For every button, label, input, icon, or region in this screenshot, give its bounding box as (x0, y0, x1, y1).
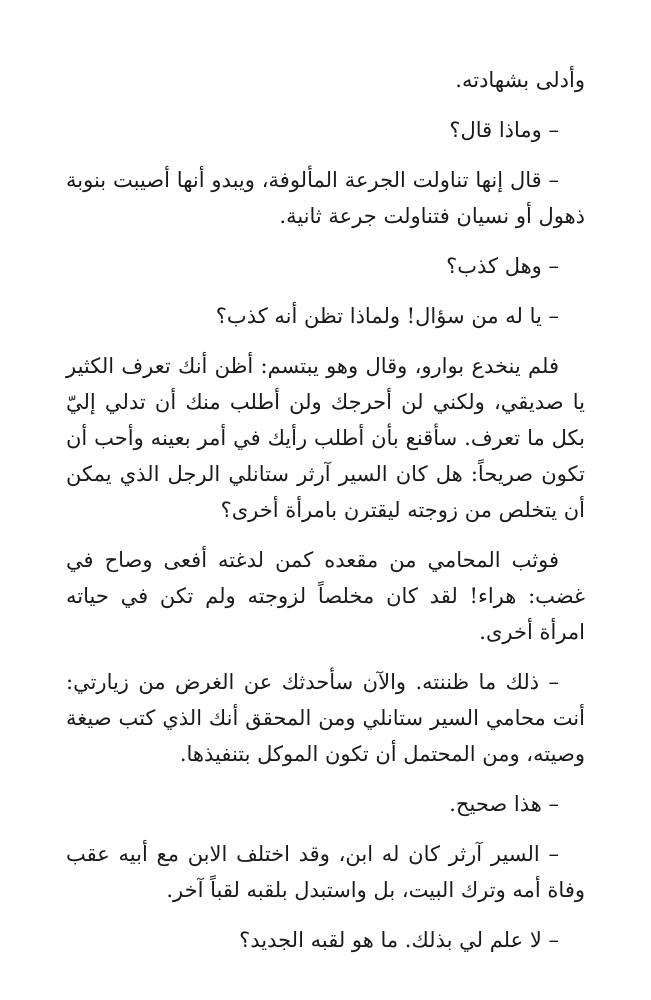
paragraph-dose-explanation: – قال إنها تناولت الجرعة المألوفة، ويبدو أنها أصيبت بنوبة ذهول أو نسيان فتناولت جرعة ثانية. (66, 168, 585, 228)
paragraph-what-did-he-say: – وماذا قال؟ (449, 118, 559, 142)
paragraph-testimony: وأدلى بشهادته. (455, 68, 585, 92)
paragraph-purpose-of-visit: – ذلك ما ظننته. والآن سأحدثك عن الغرض من زيارتي: أنت محامي السير ستانلي ومن المحقق أنك الذي كتب صيغة وصيته، ومن المحتمل أن تكون الموكل بتنفيذها. (66, 670, 585, 766)
paragraph-that-is-correct: – هذا صحيح. (449, 792, 559, 816)
paragraph-poirot-smiles: فلم ينخدع بوارو، وقال وهو يبتسم: أظن أنك تعرف الكثير يا صديقي، ولكني لن أحرجك ولن أطلب منك أن تدلي إليّ بكل ما تعرف. سأقنع بأن أطلب رأيك في أمر بعينه وأحب أن تكون صريحاً: هل كان السير آرثر ستانلي الرجل الذي يمكن أن يتخلص من زوجته ليقترن بامرأة أخرى؟ (66, 354, 585, 522)
paragraph-did-he-lie: – وهل كذب؟ (446, 254, 559, 278)
paragraph-what-a-question: – يا له من سؤال! ولماذا تظن أنه كذب؟ (215, 304, 559, 328)
paragraph-lawyer-jumps: فوثب المحامي من مقعده كمن لدغته أفعى وصاح في غضب: هراء! لقد كان مخلصاً لزوجته ولم تكن في حياته امرأة أخرى. (66, 548, 585, 644)
paragraph-son-left-home: – السير آرثر كان له ابن، وقد اختلف الابن مع أبيه عقب وفاة أمه وترك البيت، بل واستبدل بلقبه لقباً آخر. (66, 842, 585, 902)
paragraph-new-surname: – لا علم لي بذلك. ما هو لقبه الجديد؟ (239, 928, 559, 952)
